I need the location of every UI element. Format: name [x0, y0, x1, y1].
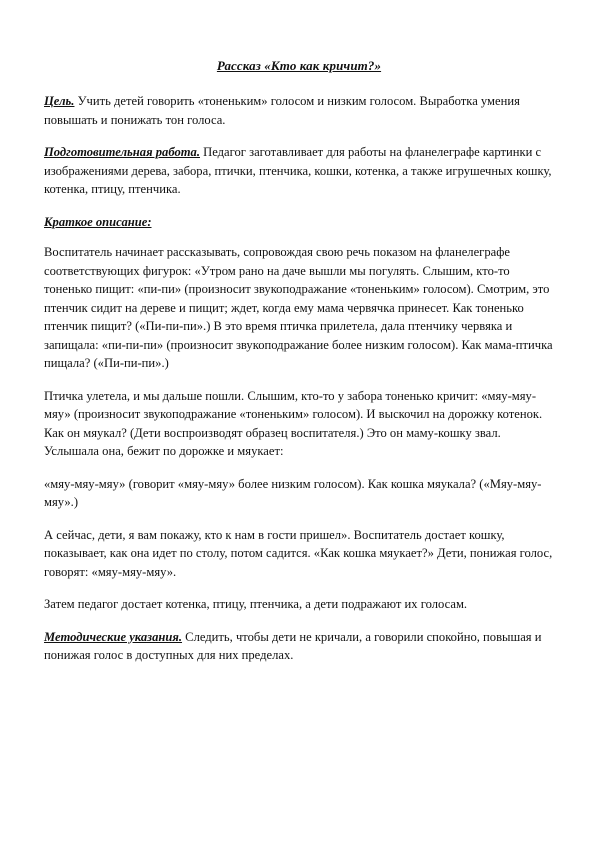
document-page — [44, 58, 554, 679]
prep-label: Подготовительная работа. — [44, 145, 200, 159]
story-paragraph-2: Птичка улетела, и мы дальше пошли. Слышим, кто-то у забора тоненько кричит: «мяу-мяу-мяу» (произносит звукоподражание «тоненьким» голосом). И выскочил на дорожку котенок. Как он мяукал? (Дети воспроизводят образец воспитателя.) Это он маму-кошку звал. Услышала она, бежит по дорожке и мяукает: — [44, 388, 543, 458]
prep-text: Педагог заготавливает для работы на фланелеграфе картинки с изображениями дерева, забора, птички, птенчика, кошки, котенка, а также игрушечных кошку, котенка, птицу, птенчика. — [44, 145, 552, 196]
methodical-text: Следить, чтобы дети не кричали, а говорили спокойно, повышая и понижая голос в доступных для них пределах. — [44, 629, 542, 662]
methodical-paragraph — [44, 628, 554, 665]
story-paragraph-4: А сейчас, дети, я вам покажу, кто к нам в гости пришел». Воспитатель достает кошку, показывает, как она идет по столу, потом садится. «Как кошка мяукает?» Дети, понижая голос, говорят: «мяу-мяу-мяу». — [44, 527, 553, 579]
goal-label: Цель. — [44, 94, 75, 108]
story-paragraph-3: «мяу-мяу-мяу» (говорит «мяу-мяу» более низким голосом). Как кошка мяукала? («Мяу-мяу-мяу».) — [44, 476, 542, 509]
brief-heading-paragraph — [44, 213, 554, 232]
goal-text: Учить детей говорить «тоненьким» голосом и низким голосом. Выработка умения повышать и понижать тон голоса. — [44, 94, 520, 127]
goal-paragraph — [44, 92, 554, 129]
story-paragraph-1: Воспитатель начинает рассказывать, сопровождая свою речь показом на фланелеграфе соответствующих фигурок: «Утром рано на даче вышли мы погулять. Слышим, кто-то тоненько пищит: «пи-пи» (произносит звукоподражание «тоненьким» голосом). Смотрим, это птенчик сидит на дереве и пищит; ждет, когда ему мама червячка принесет. Как тоненько птенчик пищит? («Пи-пи-пи».) В это время птичка прилетела, дала птенчику червяка и запищала: «пи-пи-пи» (произносит звукоподражание более низким голосом). Как мама-птичка пищала? («Пи-пи-пи».) — [44, 245, 553, 370]
brief-heading: Краткое описание: — [44, 214, 152, 229]
story-paragraph-5: Затем педагог достает котенка, птицу, птенчика, а дети подражают их голосам. — [44, 597, 468, 611]
document-title: Рассказ «Кто как кричит?» — [216, 58, 382, 73]
methodical-label: Методические указания. — [44, 629, 183, 644]
prep-paragraph — [44, 143, 554, 199]
